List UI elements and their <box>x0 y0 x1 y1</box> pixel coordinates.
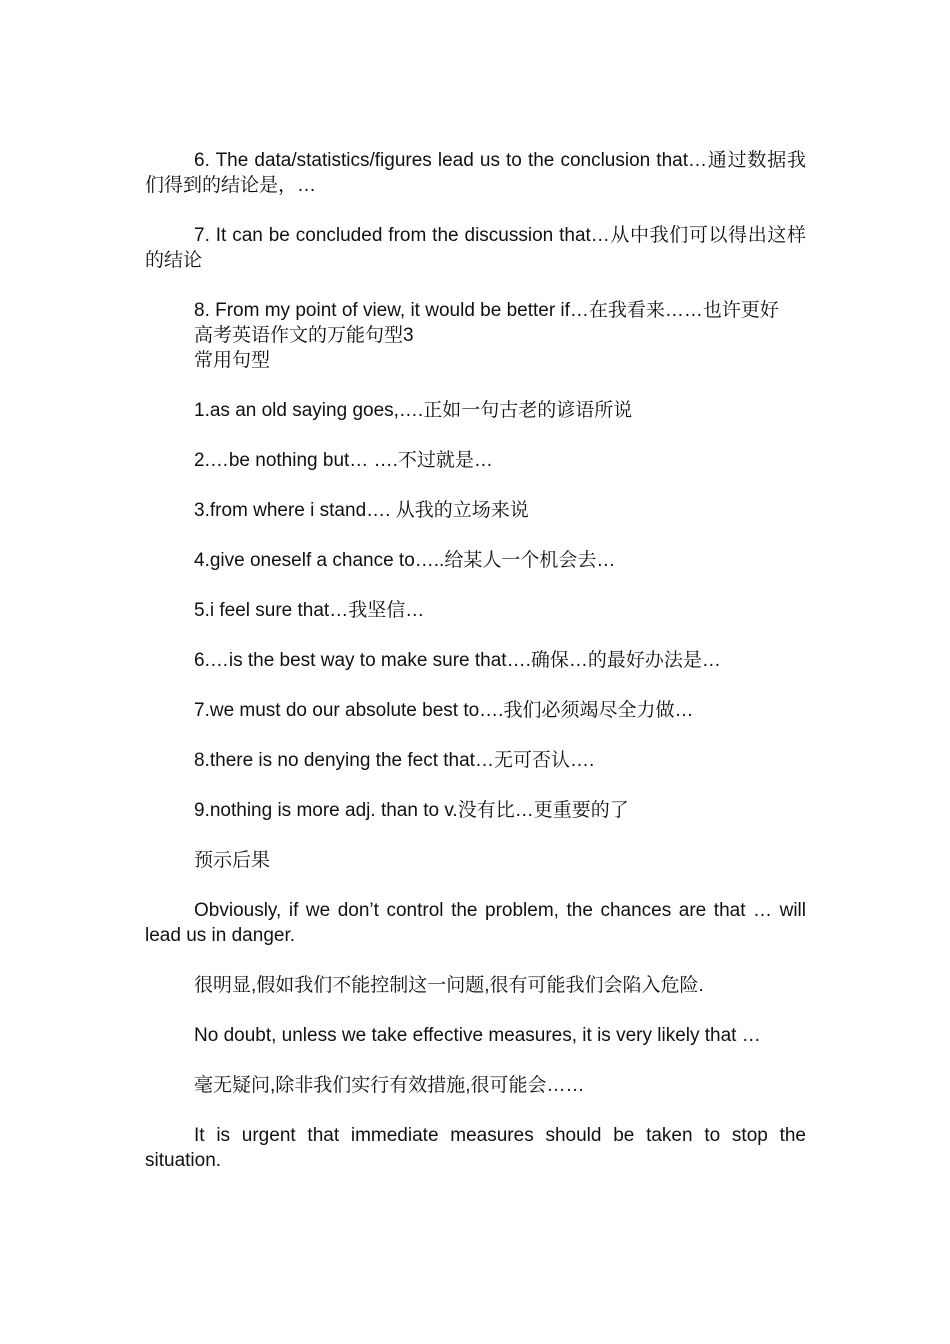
section-subtitle: 常用句型 <box>194 350 271 371</box>
document-body <box>145 148 806 1173</box>
paragraph-concluded-discussion: 7. It can be concluded from the discussion that…从中我们可以得出这样的结论 <box>145 225 806 271</box>
paragraph-no-doubt-translation: 毫无疑问,除非我们实行有效措施,很可能会…… <box>194 1075 585 1096</box>
paragraph-point-of-view: 8. From my point of view, it would be better if…在我看来……也许更好 <box>194 300 779 321</box>
paragraph-obviously-translation: 很明显,假如我们不能控制这一问题,很有可能我们会陷入危险. <box>194 975 704 996</box>
list-item-2: 2.…be nothing but… ….不过就是… <box>194 450 493 471</box>
paragraph-data-conclusion: 6. The data/statistics/figures lead us to the conclusion that…通过数据我们得到的结论是，… <box>145 150 806 196</box>
list-item-4: 4.give oneself a chance to…..给某人一个机会去… <box>194 550 616 571</box>
section-title: 高考英语作文的万能句型3 <box>194 325 414 346</box>
paragraph-no-doubt: No doubt, unless we take effective measures, it is very likely that … <box>194 1025 761 1046</box>
list-item-6: 6.…is the best way to make sure that….确保…的最好办法是… <box>194 650 721 671</box>
list-item-1: 1.as an old saying goes,….正如一句古老的谚语所说 <box>194 400 633 421</box>
paragraph-urgent: It is urgent that immediate measures should be taken to stop the situation. <box>145 1125 806 1171</box>
paragraph-obviously: Obviously, if we don’t control the problem, the chances are that … will lead us in danger. <box>145 900 806 946</box>
list-item-7: 7.we must do our absolute best to….我们必须竭尽全力做… <box>194 700 694 721</box>
list-item-3: 3.from where i stand…. 从我的立场来说 <box>194 500 529 521</box>
list-item-5: 5.i feel sure that…我坚信… <box>194 600 425 621</box>
list-item-9: 9.nothing is more adj. than to v.没有比…更重要的了 <box>194 800 629 821</box>
section-heading-consequences: 预示后果 <box>194 850 271 871</box>
list-item-8: 8.there is no denying the fect that…无可否认…. <box>194 750 595 771</box>
